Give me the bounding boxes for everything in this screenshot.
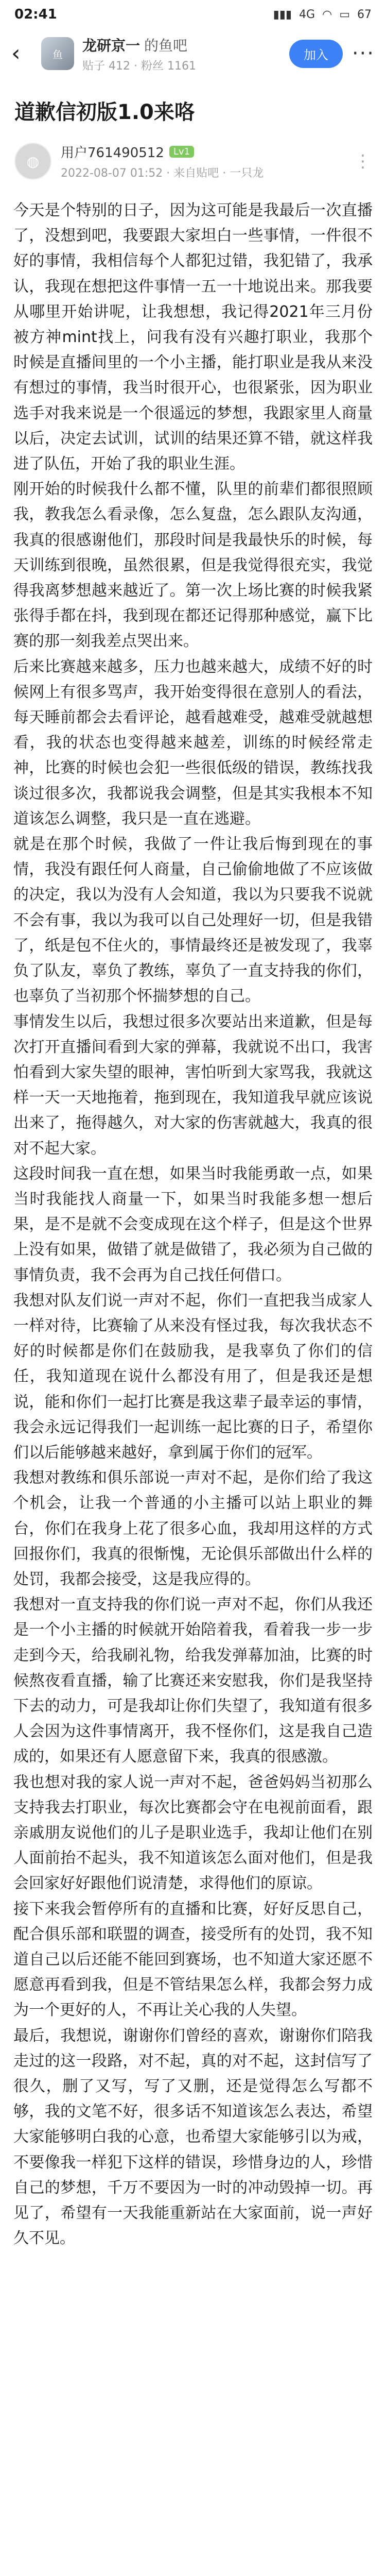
forum-name [82, 35, 289, 55]
battery-level: 67 [357, 8, 372, 21]
post-paragraph: 刚开始的时候我什么都不懂，队里的前辈们都很照顾我，教我怎么看录像，怎么复盘，怎么跟队友沟通，我真的很感谢他们，那段时间是我最快乐的时候，每天训练到很晚，虽然很累，但是我觉得很充实，我觉得我离梦想越来越近了。第一次上场比赛的时候我紧张得手都在抖，我到现在都还记得那种感觉，赢下比赛的那一刻我差点哭出来。 [13, 480, 373, 651]
forum-meta[interactable] [82, 35, 289, 73]
post-paragraph: 我想对教练和俱乐部说一声对不起，是你们给了我这个机会，让我一个普通的小主播可以站上职业的舞台，你们在我身上花了很多心血，我却用这样的方式回报你们，我真的很惭愧，无论俱乐部做出什么样的处罚，我都会接受，这是我应得的。 [13, 1469, 373, 1588]
signal-icon: ▮▮▮ [273, 8, 292, 21]
status-time: 02:41 [14, 7, 57, 22]
forum-name-sub: 的鱼吧 [144, 37, 188, 54]
post-paragraph: 就是在那个时候，我做了一件让我后悔到现在的事情，我没有跟任何人商量，自己偷偷地做了不应该做的决定，我以为没有人会知道，我以为只要我不说就不会有事，我以为我可以自己处理好一切，但是我错了，纸是包不住火的，事情最终还是被发现了，我辜负了队友，辜负了教练，辜负了一直支持我的你们，也辜负了当初那个怀揣梦想的自己。 [13, 835, 373, 1006]
author-row [0, 138, 386, 185]
post-body [0, 185, 386, 2576]
post-paragraph: 我想对一直支持我的你们说一声对不起，你们从我还是一个小主播的时候就开始陪着我，看着我一步一步走到今天，给我刷礼物，给我发弹幕加油，比赛的时候熬夜看直播，输了比赛还来安慰我，你们是我坚持下去的动力，可是我却让你们失望了，我知道有很多人会因为这件事情离开，我不怪你们，这是我自己造成的，如果还有人愿意留下来，我真的很感激。 [13, 1596, 373, 1766]
forum-avatar[interactable]: 鱼 [41, 37, 74, 70]
back-arrow-icon[interactable]: ‹ [11, 40, 21, 66]
post-paragraph: 我想对队友们说一声对不起，你们一直把我当成家人一样对待，比赛输了从来没有怪过我，每次我状态不好的时候都是你们在鼓励我，是我辜负了你们的信任，我知道现在说什么都没有用了，但是我还是想说，能和你们一起打比赛是我这辈子最幸运的事情，我会永远记得我们一起训练一起比赛的日子，希望你们以后能够越来越好，拿到属于你们的冠军。 [13, 1291, 373, 1462]
author-level-badge: Lv1 [169, 146, 194, 158]
author-menu-icon[interactable]: ⋮ [354, 151, 372, 172]
author-name[interactable]: 用户761490512 [61, 145, 164, 161]
status-icons [273, 8, 372, 21]
post-paragraph: 今天是个特别的日子，因为这可能是我最后一次直播了，没想到吧，我要跟大家坦白一些事情，一件很不好的事情，我相信每个人都犯过错，我犯错了，我承认，我现在想把这件事情一五一十地说出来。那我要从哪里开始讲呢，让我想想，我记得2021年三月份被方神mint找上，问我有没有兴趣打职业，我那个时候是直播间里的一个小主播，能打职业是我从来没有想过的事情，我当时很开心，也很紧张，因为职业选手对我来说是一个很遥远的梦想，我跟家里人商量以后，决定去试训，试训的结果还算不错，就这样我进了队伍，开始了我的职业生涯。 [13, 201, 373, 473]
author-line [61, 142, 354, 161]
post-paragraph: 我也想对我的家人说一声对不起，爸爸妈妈当初那么支持我去打职业，每次比赛都会守在电视前面看，跟亲戚朋友说他们的儿子是职业选手，我却让他们在别人面前抬不起头，我不知道该怎么面对他们，但是我会回家好好跟他们说清楚，求得他们的原谅。 [13, 1773, 373, 1893]
status-bar [0, 0, 386, 29]
author-avatar[interactable]: ◍ [14, 143, 51, 180]
battery-icon: ▭ [339, 8, 350, 21]
forum-name-main: 龙研京一 [82, 37, 141, 54]
post-info: 2022-08-07 01:52 · 来自贴吧 · 一只龙 [61, 167, 264, 180]
network-label: 4G [299, 8, 315, 21]
more-options-icon[interactable]: ··· [352, 42, 375, 65]
post-paragraph: 最后，我想说，谢谢你们曾经的喜欢，谢谢你们陪我走过的这一段路，对不起，真的对不起，这封信写了很久，删了又写，写了又删，还是觉得怎么写都不够，我的文笔不好，很多话不知道该怎么表达，希望大家能够明白我的心意，也希望大家能够引以为戒，不要像我一样犯下这样的错误，珍惜身边的人，珍惜自己的梦想，千万不要因为一时的冲动毁掉一切。再见了，希望有一天我能重新站在大家面前，说一声好久不见。 [13, 2026, 373, 2248]
post-paragraph: 事情发生以后，我想过很多次要站出来道歉，但是每次打开直播间看到大家的弹幕，我就说不出口，我害怕看到大家失望的眼神，害怕听到大家骂我，我就这样一天一天地拖着，拖到现在，我知道我早就应该说出来了，拖得越久，对大家的伤害就越大，我真的很对不起大家。 [13, 1012, 373, 1158]
post-title: 道歉信初版1.0来咯 [14, 100, 195, 124]
top-nav-bar [0, 29, 386, 78]
author-meta [61, 142, 354, 180]
wifi-icon: ◠ [322, 8, 332, 21]
post-paragraph: 接下来我会暂停所有的直播和比赛，好好反思自己，配合俱乐部和联盟的调查，接受所有的处罚，我不知道自己以后还能不能回到赛场，也不知道大家还愿不愿意再看到我，但是不管结果怎么样，我都会努力成为一个更好的人，不再让关心我的人失望。 [13, 1900, 373, 2020]
join-forum-button[interactable]: 加入 [289, 40, 343, 68]
forum-stats: 贴子 412 · 粉丝 1161 [82, 59, 196, 73]
post-paragraph: 这段时间我一直在想，如果当时我能勇敢一点，如果当时我能找人商量一下，如果当时我能多想一想后果，是不是就不会变成现在这个样子，但是这个世界上没有如果，做错了就是做错了，我必须为自己做的事情负责，我不会再为自己找任何借口。 [13, 1164, 373, 1284]
post-paragraph: 后来比赛越来越多，压力也越来越大，成绩不好的时候网上有很多骂声，我开始变得很在意别人的看法，每天睡前都会去看评论，越看越难受，越难受就越想看，我的状态也变得越来越差，训练的时候经常走神，比赛的时候也会犯一些很低级的错误，教练找我谈过很多次，我都说我会调整，但是其实我根本不知道该怎么调整，我只是一直在逃避。 [13, 657, 373, 828]
